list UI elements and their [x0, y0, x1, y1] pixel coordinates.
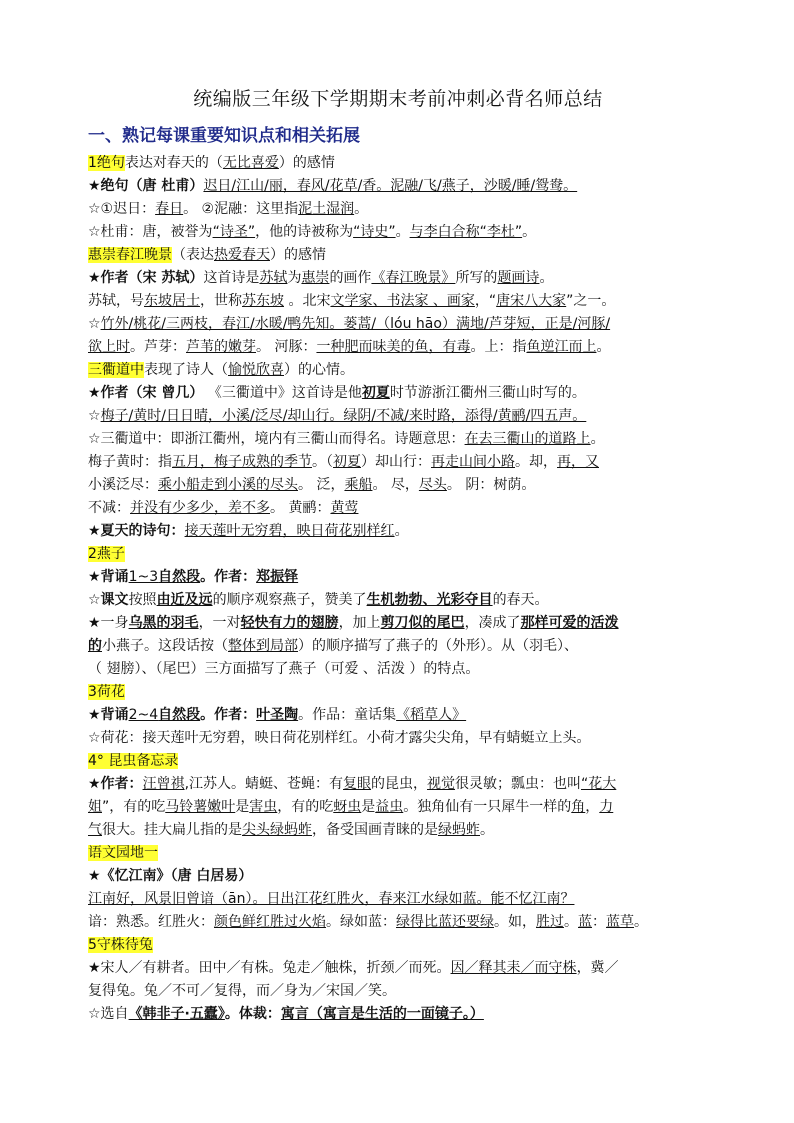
text-segment: ★作者：: [88, 776, 143, 792]
text-segment: 胜过: [536, 914, 564, 930]
text-segment: ★作者（宋 苏轼）: [88, 270, 204, 286]
text-segment: ）的感情: [278, 155, 335, 171]
text-segment: 。: [564, 914, 578, 930]
text-segment: ”，有的吃: [102, 799, 166, 815]
text-segment: 泥土湿润: [298, 201, 355, 217]
text-segment: 。: [596, 339, 611, 355]
text-segment: ）的顺序描写了燕子的（外形）。从（羽毛）、: [298, 638, 578, 654]
lesson-heading: 惠崇春江晚景: [88, 247, 172, 263]
text-segment: 那样可爱的活泼: [520, 615, 619, 631]
text-segment: 的昆虫，: [371, 776, 428, 792]
text-segment: 所写的: [455, 270, 498, 286]
text-line: [88, 865, 708, 888]
text-segment: ，冀／: [576, 960, 619, 976]
text-segment: ，有的吃: [277, 799, 334, 815]
text-segment: ★《忆江南》（唐 白居易）: [88, 868, 253, 884]
text-line: [88, 980, 708, 1003]
text-segment: 很灵敏；瓢虫：也叫: [455, 776, 582, 792]
text-line: [88, 175, 708, 198]
text-line: [88, 612, 708, 635]
text-segment: ：: [592, 914, 606, 930]
text-line: [88, 635, 708, 658]
text-segment: 初夏: [333, 454, 361, 470]
text-segment: “花大: [581, 776, 617, 792]
text-segment: 。: [539, 270, 554, 286]
text-line: [88, 451, 708, 474]
lesson-heading: 语文园地一: [88, 845, 158, 861]
text-segment: 一种肥而味美的鱼，有毒: [316, 339, 471, 355]
text-segment: 。如，: [494, 914, 536, 930]
text-segment: 文学家、书法家 、画家: [330, 293, 475, 309]
text-segment: 。: [395, 224, 410, 240]
text-segment: 。却，: [515, 454, 557, 470]
text-segment: 。作者：: [200, 707, 257, 723]
text-segment: 。独角仙有一只犀牛一样的: [403, 799, 572, 815]
text-segment: 苏轼: [259, 270, 288, 286]
text-segment: 很大。挂大扁儿指的是: [102, 822, 242, 838]
text-segment: 表现了诗人（: [144, 362, 228, 378]
text-segment: 。作品：童话集: [298, 707, 397, 723]
text-segment: ，凑成了: [464, 615, 521, 631]
text-line: [88, 796, 708, 819]
text-segment: 并没有少多少，差不多: [130, 500, 270, 516]
text-segment: 。作者：: [200, 569, 257, 585]
text-segment: ☆①迟日：: [88, 201, 156, 217]
text-segment: 。: [590, 431, 605, 447]
text-segment: ☆: [88, 408, 101, 424]
text-line: [88, 198, 708, 221]
text-segment: 姐: [88, 799, 102, 815]
text-segment: ★一身: [88, 615, 129, 631]
text-segment: 迟日/江山/丽，春风/花草/香。泥融/飞/燕子，沙暖/睡/鸳鸯。: [203, 178, 578, 194]
section-heading: 一、熟记每课重要知识点和相关拓展: [88, 126, 360, 146]
text-segment: 。上：指: [470, 339, 527, 355]
document-body: [88, 152, 708, 1026]
text-segment: 。（: [312, 454, 333, 470]
text-segment: （ 翅膀）、（尾巴）三方面描写了燕子（可爱 、活泼 ）的特点。: [88, 661, 480, 677]
text-segment: 。 泛，: [298, 477, 345, 493]
text-segment: 蓝草: [606, 914, 634, 930]
text-line: [88, 658, 708, 681]
text-segment: 苏东坡: [242, 293, 284, 309]
text-segment: 春日: [155, 201, 184, 217]
text-segment: ☆荷花：接天莲叶无穷碧，映日荷花别样红。小荷才露尖尖角，早有蜻蜓立上头。: [88, 730, 591, 746]
text-segment: 鱼逆江而上: [526, 339, 597, 355]
text-segment: ，他的诗被称为: [255, 224, 354, 240]
text-segment: 自然段: [158, 707, 201, 723]
text-segment: 唐宋八大家: [496, 293, 567, 309]
text-segment: ）却山行：: [361, 454, 431, 470]
text-segment: 尖头绿蚂蚱: [242, 822, 312, 838]
text-line: [88, 934, 708, 957]
text-segment: 力: [599, 799, 614, 815]
text-segment: 尽头: [418, 477, 447, 493]
text-segment: 欲上时: [88, 339, 130, 355]
text-segment: 题画诗: [497, 270, 540, 286]
lesson-heading: 三衢道中: [88, 362, 144, 378]
text-segment: 绿蚂蚱: [438, 822, 480, 838]
text-segment: 马铃薯嫩叶: [165, 799, 236, 815]
text-line: [88, 244, 708, 267]
text-segment: 初夏: [361, 385, 390, 401]
text-segment: 芦苇的嫩芽: [186, 339, 256, 355]
text-line: [88, 382, 708, 405]
text-segment: ★夏天的诗句：: [88, 523, 185, 539]
text-segment: 五月，梅子成熟的季节: [172, 454, 312, 470]
text-line: [88, 428, 708, 451]
text-segment: “诗圣”: [212, 224, 256, 240]
text-segment: ★背诵: [88, 569, 129, 585]
text-segment: ，“: [474, 293, 497, 309]
text-segment: 。绿如蓝：: [326, 914, 396, 930]
text-line: [88, 405, 708, 428]
text-segment: 。体裁：: [224, 1006, 281, 1022]
text-segment: ☆课文: [88, 592, 129, 608]
text-segment: ，一对: [198, 615, 241, 631]
text-segment: 1~3: [128, 569, 159, 585]
text-line: [88, 704, 708, 727]
text-line: [88, 819, 708, 842]
text-segment: 《春江晚景》: [371, 270, 456, 286]
text-segment: 。 ②泥融：这里指: [183, 201, 299, 217]
text-segment: 谙：熟悉。红胜火：: [88, 914, 214, 930]
text-line: [88, 773, 708, 796]
text-segment: ）的感情: [270, 247, 326, 263]
text-line: [88, 911, 708, 934]
text-segment: ☆杜甫：唐，被誉为: [88, 224, 213, 240]
text-line: [88, 152, 708, 175]
text-line: [88, 474, 708, 497]
text-segment: 自然段: [158, 569, 201, 585]
text-segment: 不减：: [88, 500, 130, 516]
text-line: [88, 359, 708, 382]
text-segment: 这首诗是: [203, 270, 260, 286]
text-segment: ★背诵: [88, 707, 129, 723]
lesson-heading: 5守株待兔: [88, 937, 153, 953]
text-segment: 益虫: [375, 799, 404, 815]
text-segment: 无比喜爱: [222, 155, 279, 171]
text-segment: “诗史”: [353, 224, 396, 240]
text-line: [88, 681, 708, 704]
text-segment: ,江苏人。蜻蜓、苍蝇：有: [184, 776, 344, 792]
text-segment: 《稻草人》: [396, 707, 467, 723]
text-segment: 。 黄鹂：: [270, 500, 331, 516]
text-segment: 乘小船走到小溪的尽头: [158, 477, 298, 493]
text-segment: 小溪泛尽：: [88, 477, 158, 493]
lesson-heading: 1绝句: [88, 155, 125, 171]
lesson-heading: 2燕子: [88, 546, 125, 562]
text-segment: 苏轼，号: [88, 293, 144, 309]
text-segment: 。 阴：树荫。: [446, 477, 536, 493]
text-segment: 为: [287, 270, 302, 286]
text-line: [88, 290, 708, 313]
text-line: [88, 957, 708, 980]
text-segment: 乘船: [344, 477, 373, 493]
text-segment: 整体到局部: [228, 638, 298, 654]
text-segment: 小燕子。这段话按（: [102, 638, 228, 654]
text-segment: 《韩非子·五蠹》: [128, 1006, 225, 1022]
text-line: [88, 221, 708, 244]
text-segment: 的顺序观察燕子，赞美了: [212, 592, 367, 608]
text-segment: 气: [88, 822, 102, 838]
text-segment: 。: [480, 822, 494, 838]
text-segment: 复眼: [343, 776, 372, 792]
text-line: [88, 1003, 708, 1026]
text-segment: ★绝句（唐 杜甫）: [88, 178, 204, 194]
text-segment: 按照: [128, 592, 157, 608]
text-segment: 蓝: [578, 914, 592, 930]
text-segment: ，备受国画青睐的是: [312, 822, 438, 838]
text-segment: 梅子/黄时/日日晴，小溪/泛尽/却山行。绿阴/不减/来时路，添得/黄鹂/四五声。: [100, 408, 587, 424]
text-line: [88, 750, 708, 773]
text-segment: 。北宋: [284, 293, 331, 309]
text-segment: 生机勃勃、光彩夺目: [366, 592, 493, 608]
text-segment: 《三衢道中》这首诗是他: [203, 385, 362, 401]
text-segment: 再走山间小路: [431, 454, 515, 470]
text-segment: 热爱春天: [214, 247, 270, 263]
text-segment: 绿得比蓝还要绿: [396, 914, 494, 930]
lesson-heading: 3荷花: [88, 684, 125, 700]
text-segment: ☆三衢道中：即浙江衢州，境内有三衢山而得名。诗题意思：: [88, 431, 465, 447]
text-segment: 。芦芽：: [130, 339, 186, 355]
text-segment: 愉悦欣喜: [228, 362, 284, 378]
text-segment: 汪曾祺: [142, 776, 185, 792]
text-segment: 表达对春天的（: [124, 155, 223, 171]
text-segment: ★作者（宋 曾几）: [88, 385, 204, 401]
text-line: [88, 543, 708, 566]
text-segment: 视觉: [427, 776, 456, 792]
text-segment: 。: [522, 224, 537, 240]
text-segment: ）的心情。: [284, 362, 354, 378]
text-segment: 黄莺: [330, 500, 359, 516]
text-segment: 梅子黄时：指: [88, 454, 172, 470]
text-segment: 接天莲叶无穷碧，映日荷花别样红: [184, 523, 395, 539]
text-line: [88, 566, 708, 589]
text-segment: 害虫: [249, 799, 278, 815]
text-segment: 。: [634, 914, 648, 930]
document-title: 统编版三年级下学期期末考前冲刺必背名师总结: [193, 88, 603, 110]
text-segment: 因／释其耒／而守株: [450, 960, 577, 976]
text-segment: ，加上: [338, 615, 381, 631]
text-line: [88, 336, 708, 359]
text-segment: 。: [354, 201, 369, 217]
text-segment: ，世称: [200, 293, 242, 309]
text-line: [88, 313, 708, 336]
text-line: [88, 520, 708, 543]
text-segment: 。: [394, 523, 409, 539]
text-segment: 角: [571, 799, 586, 815]
text-segment: ，: [585, 799, 600, 815]
text-segment: 的春天。: [492, 592, 549, 608]
text-segment: ”之一。: [566, 293, 616, 309]
text-segment: 轻快有力的翅膀: [240, 615, 339, 631]
text-segment: 2~4: [128, 707, 159, 723]
text-segment: ★宋人／有耕者。田中／有株。兔走／触株，折颈／而死。: [88, 960, 451, 976]
text-segment: 时节游浙江衢州三衢山时写的。: [389, 385, 586, 401]
text-line: [88, 589, 708, 612]
text-segment: 再，又: [557, 454, 599, 470]
text-segment: 叶圣陶: [256, 707, 299, 723]
text-line: [88, 888, 708, 911]
text-segment: 乌黑的羽毛: [128, 615, 199, 631]
text-segment: 寓言（寓言是生活的一面镜子。）: [280, 1006, 484, 1022]
text-segment: 郑振铎: [256, 569, 299, 585]
text-segment: （表达: [172, 247, 214, 263]
text-segment: 的: [88, 638, 102, 654]
text-segment: 惠崇: [301, 270, 330, 286]
text-segment: ☆: [88, 316, 101, 332]
text-line: [88, 497, 708, 520]
text-segment: 江南好，风景旧曾谙（ān）。日出江花红胜火，春来江水绿如蓝。能不忆江南？: [88, 891, 575, 907]
text-segment: 复得兔。兔／不可／复得，而／身为／宋国／笑。: [88, 983, 396, 999]
text-segment: 颜色鲜红胜过火焰: [214, 914, 326, 930]
text-line: [88, 727, 708, 750]
text-segment: 的画作: [329, 270, 372, 286]
text-line: [88, 267, 708, 290]
text-segment: 。 河豚：: [256, 339, 317, 355]
text-segment: 是: [235, 799, 250, 815]
lesson-heading: 4° 昆虫备忘录: [88, 753, 179, 769]
text-segment: 竹外/桃花/三两枝，春江/水暖/鸭先知。蒌蒿/（lóu hāo）满地/芦芽短，正是/河豚/: [100, 316, 611, 332]
text-segment: ☆选自: [88, 1006, 129, 1022]
text-segment: 剪刀似的尾巴: [380, 615, 465, 631]
text-segment: 是: [361, 799, 376, 815]
document-page: [88, 84, 708, 1026]
text-segment: 。 尽，: [372, 477, 419, 493]
text-segment: 在去三衢山的道路上: [464, 431, 591, 447]
text-line: [88, 842, 708, 865]
text-segment: 由近及远: [156, 592, 213, 608]
text-segment: 蚜虫: [333, 799, 362, 815]
text-segment: 与李白合称“李杜”: [409, 224, 523, 240]
text-segment: 东坡居士: [144, 293, 200, 309]
